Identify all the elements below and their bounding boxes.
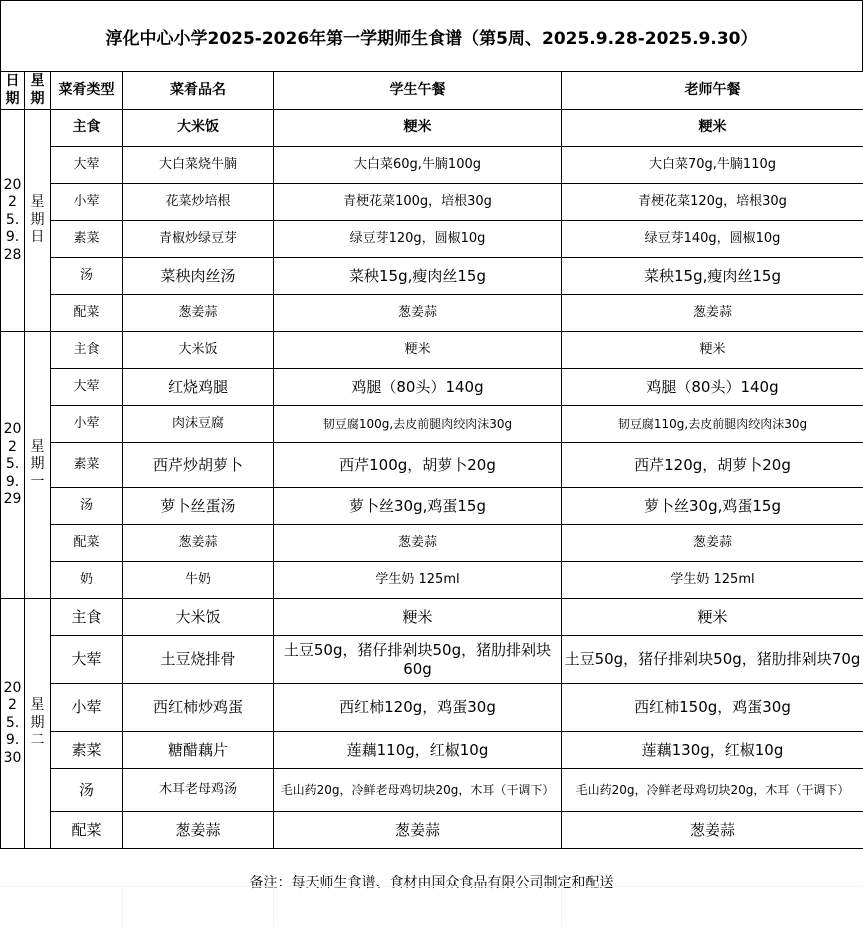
dish-name: 糖醋藕片 xyxy=(123,732,274,769)
dish-type: 主食 xyxy=(51,599,123,636)
table-row xyxy=(1,443,863,488)
teacher-portion: 葱姜蒜 xyxy=(562,812,863,849)
table-row xyxy=(1,732,863,769)
table-row xyxy=(1,184,863,221)
teacher-portion: 大白菜70g,牛腩110g xyxy=(562,147,863,184)
table-row xyxy=(1,599,863,636)
dish-type: 配菜 xyxy=(51,525,123,562)
dish-name: 肉沫豆腐 xyxy=(123,406,274,443)
dish-name: 葱姜蒜 xyxy=(123,525,274,562)
header-teacher: 老师午餐 xyxy=(562,72,863,110)
empty-grid-line xyxy=(0,886,863,887)
student-portion: 粳米 xyxy=(274,110,562,147)
dish-name: 土豆烧排骨 xyxy=(123,636,274,684)
footnote: 备注：每天师生食谱、食材由国众食品有限公司制定和配送 xyxy=(249,875,614,891)
student-portion: 毛山药20g，冷鲜老母鸡切块20g，木耳（干调下） xyxy=(274,769,562,812)
student-portion: 青梗花菜100g，培根30g xyxy=(274,184,562,221)
table-row xyxy=(1,406,863,443)
teacher-portion: 鸡腿（80头）140g xyxy=(562,369,863,406)
weekday-cell: 星期一 xyxy=(25,332,51,599)
student-portion: 土豆50g，猪仔排剁块50g，猪肋排剁块60g xyxy=(274,636,562,684)
dish-name: 花菜炒培根 xyxy=(123,184,274,221)
dish-type: 素菜 xyxy=(51,221,123,258)
teacher-portion: 葱姜蒜 xyxy=(562,295,863,332)
header-date: 日期 xyxy=(1,72,25,110)
dish-name: 葱姜蒜 xyxy=(123,295,274,332)
dish-type: 配菜 xyxy=(51,812,123,849)
dish-name: 萝卜丝蛋汤 xyxy=(123,488,274,525)
table-row xyxy=(1,812,863,849)
dish-name: 大米饭 xyxy=(123,332,274,369)
student-portion: 粳米 xyxy=(274,599,562,636)
table-row xyxy=(1,488,863,525)
student-portion: 菜秧15g,瘦肉丝15g xyxy=(274,258,562,295)
table-row xyxy=(1,221,863,258)
dish-type: 素菜 xyxy=(51,443,123,488)
student-portion: 大白菜60g,牛腩100g xyxy=(274,147,562,184)
student-portion: 鸡腿（80头）140g xyxy=(274,369,562,406)
student-portion: 韧豆腐100g,去皮前腿肉绞肉沫30g xyxy=(274,406,562,443)
table-row xyxy=(1,295,863,332)
empty-grid-line xyxy=(273,886,274,927)
empty-grid-line xyxy=(561,886,562,927)
dish-type: 汤 xyxy=(51,258,123,295)
student-portion: 萝卜丝30g,鸡蛋15g xyxy=(274,488,562,525)
dish-type: 大荤 xyxy=(51,369,123,406)
weekday-cell: 星期日 xyxy=(25,110,51,332)
dish-type: 奶 xyxy=(51,562,123,599)
dish-name: 红烧鸡腿 xyxy=(123,369,274,406)
teacher-portion: 粳米 xyxy=(562,599,863,636)
student-portion: 莲藕110g，红椒10g xyxy=(274,732,562,769)
header-name: 菜肴品名 xyxy=(123,72,274,110)
date-cell: 2025.9.30 xyxy=(1,599,25,849)
student-portion: 葱姜蒜 xyxy=(274,812,562,849)
teacher-portion: 粳米 xyxy=(562,110,863,147)
table-row xyxy=(1,562,863,599)
student-portion: 葱姜蒜 xyxy=(274,295,562,332)
dish-name: 菜秧肉丝汤 xyxy=(123,258,274,295)
title-bar xyxy=(0,0,863,72)
dish-type: 主食 xyxy=(51,332,123,369)
table-row xyxy=(1,258,863,295)
teacher-portion: 菜秧15g,瘦肉丝15g xyxy=(562,258,863,295)
teacher-portion: 葱姜蒜 xyxy=(562,525,863,562)
student-portion: 西红柿120g，鸡蛋30g xyxy=(274,684,562,732)
student-portion: 粳米 xyxy=(274,332,562,369)
weekday-cell: 星期二 xyxy=(25,599,51,849)
dish-type: 小荤 xyxy=(51,684,123,732)
table-row xyxy=(1,332,863,369)
student-portion: 学生奶 125ml xyxy=(274,562,562,599)
teacher-portion: 西芹120g，胡萝卜20g xyxy=(562,443,863,488)
student-portion: 绿豆芽120g，圆椒10g xyxy=(274,221,562,258)
dish-name: 葱姜蒜 xyxy=(123,812,274,849)
dish-name: 大白菜烧牛腩 xyxy=(123,147,274,184)
dish-name: 西红柿炒鸡蛋 xyxy=(123,684,274,732)
dish-type: 小荤 xyxy=(51,184,123,221)
header-row xyxy=(1,72,863,110)
teacher-portion: 莲藕130g，红椒10g xyxy=(562,732,863,769)
dish-type: 汤 xyxy=(51,769,123,812)
teacher-portion: 萝卜丝30g,鸡蛋15g xyxy=(562,488,863,525)
empty-grid-line xyxy=(122,886,123,927)
dish-type: 小荤 xyxy=(51,406,123,443)
date-cell: 2025.9.29 xyxy=(1,332,25,599)
dish-name: 牛奶 xyxy=(123,562,274,599)
table-row xyxy=(1,110,863,147)
date-cell: 2025.9.28 xyxy=(1,110,25,332)
teacher-portion: 粳米 xyxy=(562,332,863,369)
teacher-portion: 学生奶 125ml xyxy=(562,562,863,599)
dish-type: 素菜 xyxy=(51,732,123,769)
teacher-portion: 毛山药20g，冷鲜老母鸡切块20g，木耳（干调下） xyxy=(562,769,863,812)
teacher-portion: 绿豆芽140g，圆椒10g xyxy=(562,221,863,258)
dish-type: 配菜 xyxy=(51,295,123,332)
menu-table xyxy=(0,71,863,849)
teacher-portion: 青梗花菜120g，培根30g xyxy=(562,184,863,221)
student-portion: 葱姜蒜 xyxy=(274,525,562,562)
header-weekday: 星期 xyxy=(25,72,51,110)
teacher-portion: 土豆50g，猪仔排剁块50g，猪肋排剁块70g xyxy=(562,636,863,684)
dish-type: 大荤 xyxy=(51,147,123,184)
table-row xyxy=(1,147,863,184)
table-row xyxy=(1,369,863,406)
header-type: 菜肴类型 xyxy=(51,72,123,110)
dish-name: 西芹炒胡萝卜 xyxy=(123,443,274,488)
page-title: 淳化中心小学2025-2026年第一学期师生食谱（第5周、2025.9.28-2025.9.30） xyxy=(105,28,758,49)
dish-name: 青椒炒绿豆芽 xyxy=(123,221,274,258)
dish-name: 木耳老母鸡汤 xyxy=(123,769,274,812)
dish-name: 大米饭 xyxy=(123,110,274,147)
dish-type: 汤 xyxy=(51,488,123,525)
teacher-portion: 西红柿150g，鸡蛋30g xyxy=(562,684,863,732)
table-row xyxy=(1,525,863,562)
dish-type: 主食 xyxy=(51,110,123,147)
student-portion: 西芹100g，胡萝卜20g xyxy=(274,443,562,488)
table-row xyxy=(1,636,863,684)
table-row xyxy=(1,684,863,732)
header-student: 学生午餐 xyxy=(274,72,562,110)
dish-type: 大荤 xyxy=(51,636,123,684)
table-row xyxy=(1,769,863,812)
teacher-portion: 韧豆腐110g,去皮前腿肉绞肉沫30g xyxy=(562,406,863,443)
dish-name: 大米饭 xyxy=(123,599,274,636)
